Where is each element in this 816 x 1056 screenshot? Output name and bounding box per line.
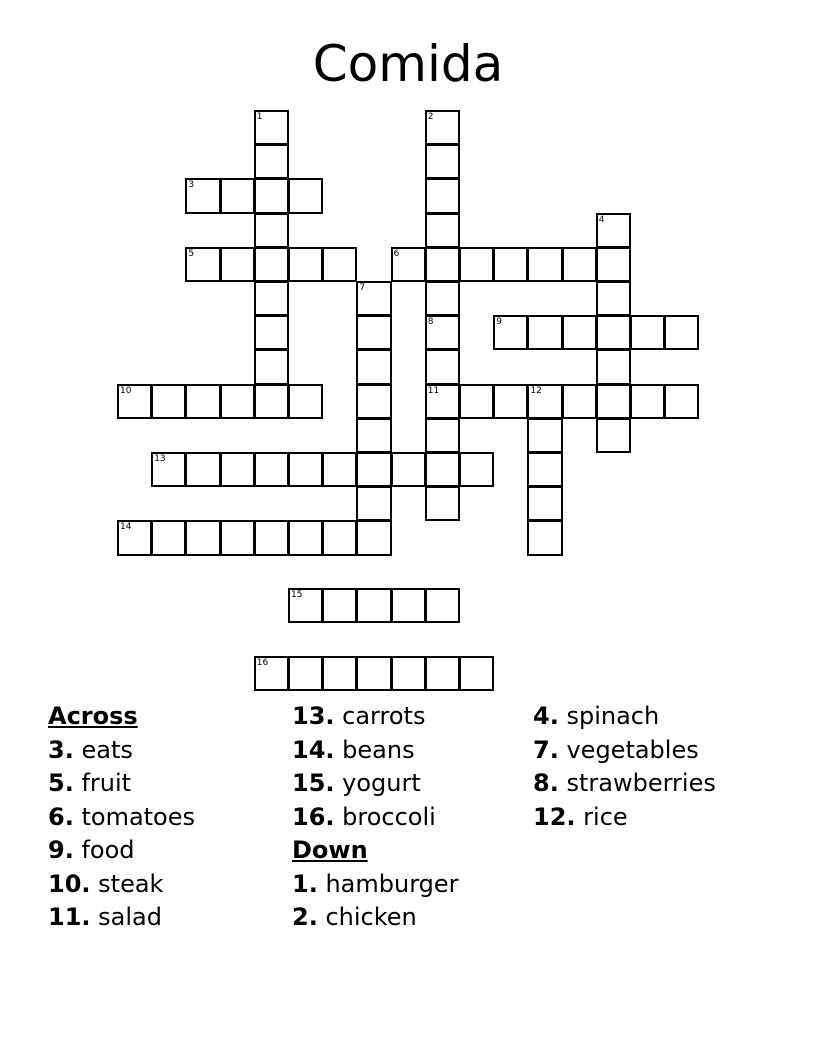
clue-item bbox=[292, 700, 459, 734]
grid-cell[interactable] bbox=[493, 247, 528, 282]
clue-number: 8. bbox=[533, 769, 559, 797]
grid-cell[interactable] bbox=[596, 213, 631, 248]
grid-cell[interactable] bbox=[254, 213, 289, 248]
grid-cell[interactable] bbox=[493, 384, 528, 419]
clue-item bbox=[48, 834, 195, 868]
grid-cell[interactable] bbox=[562, 315, 597, 350]
grid-clue-number: 2 bbox=[427, 112, 434, 122]
grid-cell[interactable] bbox=[356, 588, 391, 623]
grid-cell[interactable] bbox=[356, 520, 391, 555]
clue-text: hamburger bbox=[325, 869, 459, 898]
grid-cell[interactable] bbox=[493, 315, 528, 350]
clue-item bbox=[533, 801, 716, 835]
grid-cell[interactable] bbox=[664, 384, 699, 419]
grid-cell[interactable] bbox=[391, 588, 426, 623]
clue-item bbox=[48, 868, 195, 902]
grid-cell[interactable] bbox=[425, 178, 460, 213]
grid-cell[interactable] bbox=[220, 452, 255, 487]
clue-text: tomatoes bbox=[81, 802, 196, 831]
grid-cell[interactable] bbox=[459, 452, 494, 487]
grid-cell[interactable] bbox=[254, 349, 289, 384]
clue-item bbox=[48, 767, 195, 801]
grid-clue-number: 6 bbox=[393, 248, 400, 259]
clue-item bbox=[292, 767, 459, 801]
clue-number: 4. bbox=[533, 702, 559, 730]
grid-cell[interactable] bbox=[254, 315, 289, 350]
grid-cell[interactable] bbox=[356, 315, 391, 350]
grid-cell[interactable] bbox=[254, 656, 289, 691]
grid-cell[interactable] bbox=[596, 349, 631, 384]
grid-cell[interactable] bbox=[527, 418, 562, 453]
grid-cell[interactable] bbox=[356, 384, 391, 419]
grid-clue-number: 8 bbox=[427, 317, 434, 328]
grid-cell[interactable] bbox=[288, 588, 323, 623]
clue-text: vegetables bbox=[566, 735, 699, 764]
clue-number: 5. bbox=[48, 769, 74, 797]
grid-cell[interactable] bbox=[254, 110, 289, 145]
grid-clue-number: 12 bbox=[530, 385, 542, 396]
grid-cell[interactable] bbox=[220, 520, 255, 555]
clue-item bbox=[533, 700, 716, 734]
grid-cell[interactable] bbox=[254, 247, 289, 282]
grid-clue-number: 4 bbox=[598, 214, 605, 225]
clue-column-2 bbox=[292, 700, 459, 935]
grid-cell[interactable] bbox=[288, 520, 323, 555]
clue-text: eats bbox=[81, 735, 133, 764]
grid-cell[interactable] bbox=[322, 247, 357, 282]
clue-heading-down: Down bbox=[292, 836, 368, 864]
grid-clue-number: 5 bbox=[188, 248, 195, 259]
grid-cell[interactable] bbox=[391, 452, 426, 487]
clue-number: 1. bbox=[292, 869, 318, 898]
grid-cell[interactable] bbox=[425, 418, 460, 453]
grid-clue-number: 3 bbox=[188, 180, 195, 191]
grid-cell[interactable] bbox=[151, 452, 186, 487]
clue-number: 10. bbox=[48, 869, 91, 898]
clue-item bbox=[533, 767, 716, 801]
grid-cell[interactable] bbox=[254, 384, 289, 419]
clue-number: 15. bbox=[292, 769, 335, 797]
clue-number: 11. bbox=[48, 903, 91, 931]
grid-cell[interactable] bbox=[254, 178, 289, 213]
grid-cell[interactable] bbox=[459, 247, 494, 282]
grid-cell[interactable] bbox=[356, 281, 391, 316]
grid-cell[interactable] bbox=[596, 281, 631, 316]
clue-number: 7. bbox=[533, 735, 559, 764]
grid-cell[interactable] bbox=[288, 178, 323, 213]
grid-clue-number: 10 bbox=[120, 385, 132, 396]
grid-clue-number: 11 bbox=[427, 385, 440, 396]
grid-cell[interactable] bbox=[527, 520, 562, 555]
grid-cell[interactable] bbox=[527, 452, 562, 487]
grid-cell[interactable] bbox=[562, 384, 597, 419]
clue-item bbox=[48, 901, 195, 935]
grid-cell[interactable] bbox=[425, 656, 460, 691]
grid-cell[interactable] bbox=[220, 384, 255, 419]
grid-cell[interactable] bbox=[288, 452, 323, 487]
clue-column-3 bbox=[533, 700, 716, 834]
grid-clue-number: 13 bbox=[154, 454, 166, 464]
grid-cell[interactable] bbox=[391, 247, 426, 282]
clue-text: strawberries bbox=[566, 769, 716, 797]
clue-number: 9. bbox=[48, 836, 74, 864]
grid-cell[interactable] bbox=[425, 144, 460, 179]
grid-cell[interactable] bbox=[288, 384, 323, 419]
clue-text: chicken bbox=[325, 903, 417, 931]
grid-cell[interactable] bbox=[322, 452, 357, 487]
grid-cell[interactable] bbox=[664, 315, 699, 350]
grid-cell[interactable] bbox=[425, 247, 460, 282]
grid-cell[interactable] bbox=[185, 452, 220, 487]
grid-cell[interactable] bbox=[356, 349, 391, 384]
grid-cell[interactable] bbox=[254, 520, 289, 555]
grid-cell[interactable] bbox=[630, 315, 665, 350]
grid-cell[interactable] bbox=[391, 656, 426, 691]
clue-number: 2. bbox=[292, 903, 318, 931]
grid-cell[interactable] bbox=[185, 384, 220, 419]
grid-cell[interactable] bbox=[322, 520, 357, 555]
grid-cell[interactable] bbox=[356, 418, 391, 453]
clue-item bbox=[292, 868, 459, 902]
clue-item bbox=[292, 801, 459, 835]
grid-cell[interactable] bbox=[527, 384, 562, 419]
grid-cell[interactable] bbox=[425, 486, 460, 521]
clue-number: 13. bbox=[292, 702, 335, 730]
clue-number: 3. bbox=[48, 735, 74, 764]
grid-cell[interactable] bbox=[425, 452, 460, 487]
grid-cell[interactable] bbox=[288, 247, 323, 282]
grid-cell[interactable] bbox=[151, 384, 186, 419]
grid-cell[interactable] bbox=[596, 247, 631, 282]
clue-item bbox=[533, 734, 716, 768]
clue-item bbox=[48, 734, 195, 768]
grid-cell[interactable] bbox=[254, 452, 289, 487]
grid-clue-number: 1 bbox=[256, 112, 263, 122]
clue-item bbox=[292, 901, 459, 935]
clue-text: broccoli bbox=[342, 802, 436, 831]
clue-column-1 bbox=[48, 700, 195, 935]
clue-number: 16. bbox=[292, 802, 335, 831]
clue-text: rice bbox=[583, 802, 628, 831]
clue-text: yogurt bbox=[342, 769, 421, 797]
clue-item bbox=[48, 801, 195, 835]
grid-cell[interactable] bbox=[527, 247, 562, 282]
grid-cell[interactable] bbox=[425, 315, 460, 350]
clue-text: carrots bbox=[342, 702, 426, 730]
grid-clue-number: 14 bbox=[120, 522, 132, 533]
grid-cell[interactable] bbox=[356, 452, 391, 487]
clue-text: food bbox=[81, 836, 135, 864]
grid-cell[interactable] bbox=[185, 247, 220, 282]
grid-cell[interactable] bbox=[117, 384, 152, 419]
grid-cell[interactable] bbox=[185, 520, 220, 555]
clue-number: 14. bbox=[292, 735, 335, 764]
grid-cell[interactable] bbox=[356, 486, 391, 521]
grid-cell[interactable] bbox=[220, 247, 255, 282]
clue-text: spinach bbox=[566, 702, 660, 730]
clue-text: steak bbox=[98, 869, 164, 898]
grid-cell[interactable] bbox=[425, 213, 460, 248]
grid-cell[interactable] bbox=[630, 384, 665, 419]
grid-clue-number: 9 bbox=[496, 317, 502, 328]
grid-cell[interactable] bbox=[322, 588, 357, 623]
grid-cell[interactable] bbox=[254, 281, 289, 316]
grid-cell[interactable] bbox=[425, 588, 460, 623]
grid-cell[interactable] bbox=[562, 247, 597, 282]
clue-number: 6. bbox=[48, 802, 74, 831]
grid-cell[interactable] bbox=[288, 656, 323, 691]
grid-cell[interactable] bbox=[527, 486, 562, 521]
grid-cell[interactable] bbox=[117, 520, 152, 555]
grid-cell[interactable] bbox=[254, 144, 289, 179]
grid-cell[interactable] bbox=[425, 349, 460, 384]
grid-cell[interactable] bbox=[596, 418, 631, 453]
clue-text: fruit bbox=[81, 769, 132, 797]
grid-cell[interactable] bbox=[356, 656, 391, 691]
grid-clue-number: 15 bbox=[291, 590, 303, 600]
grid-cell[interactable] bbox=[459, 656, 494, 691]
grid-cell[interactable] bbox=[596, 384, 631, 419]
grid-cell[interactable] bbox=[527, 315, 562, 350]
grid-cell[interactable] bbox=[220, 178, 255, 213]
grid-clue-number: 16 bbox=[256, 658, 269, 668]
clue-item bbox=[292, 734, 459, 768]
grid-clue-number: 7 bbox=[359, 283, 366, 293]
grid-cell[interactable] bbox=[322, 656, 357, 691]
grid-cell[interactable] bbox=[185, 178, 220, 213]
clue-text: beans bbox=[342, 735, 415, 764]
grid-cell[interactable] bbox=[425, 384, 460, 419]
puzzle-title: Comida bbox=[312, 35, 504, 93]
grid-cell[interactable] bbox=[459, 384, 494, 419]
clue-number: 12. bbox=[533, 802, 576, 831]
grid-cell[interactable] bbox=[425, 110, 460, 145]
grid-cell[interactable] bbox=[151, 520, 186, 555]
clue-text: salad bbox=[98, 903, 162, 931]
grid-cell[interactable] bbox=[425, 281, 460, 316]
grid-cell[interactable] bbox=[596, 315, 631, 350]
clue-heading-across: Across bbox=[48, 702, 138, 730]
